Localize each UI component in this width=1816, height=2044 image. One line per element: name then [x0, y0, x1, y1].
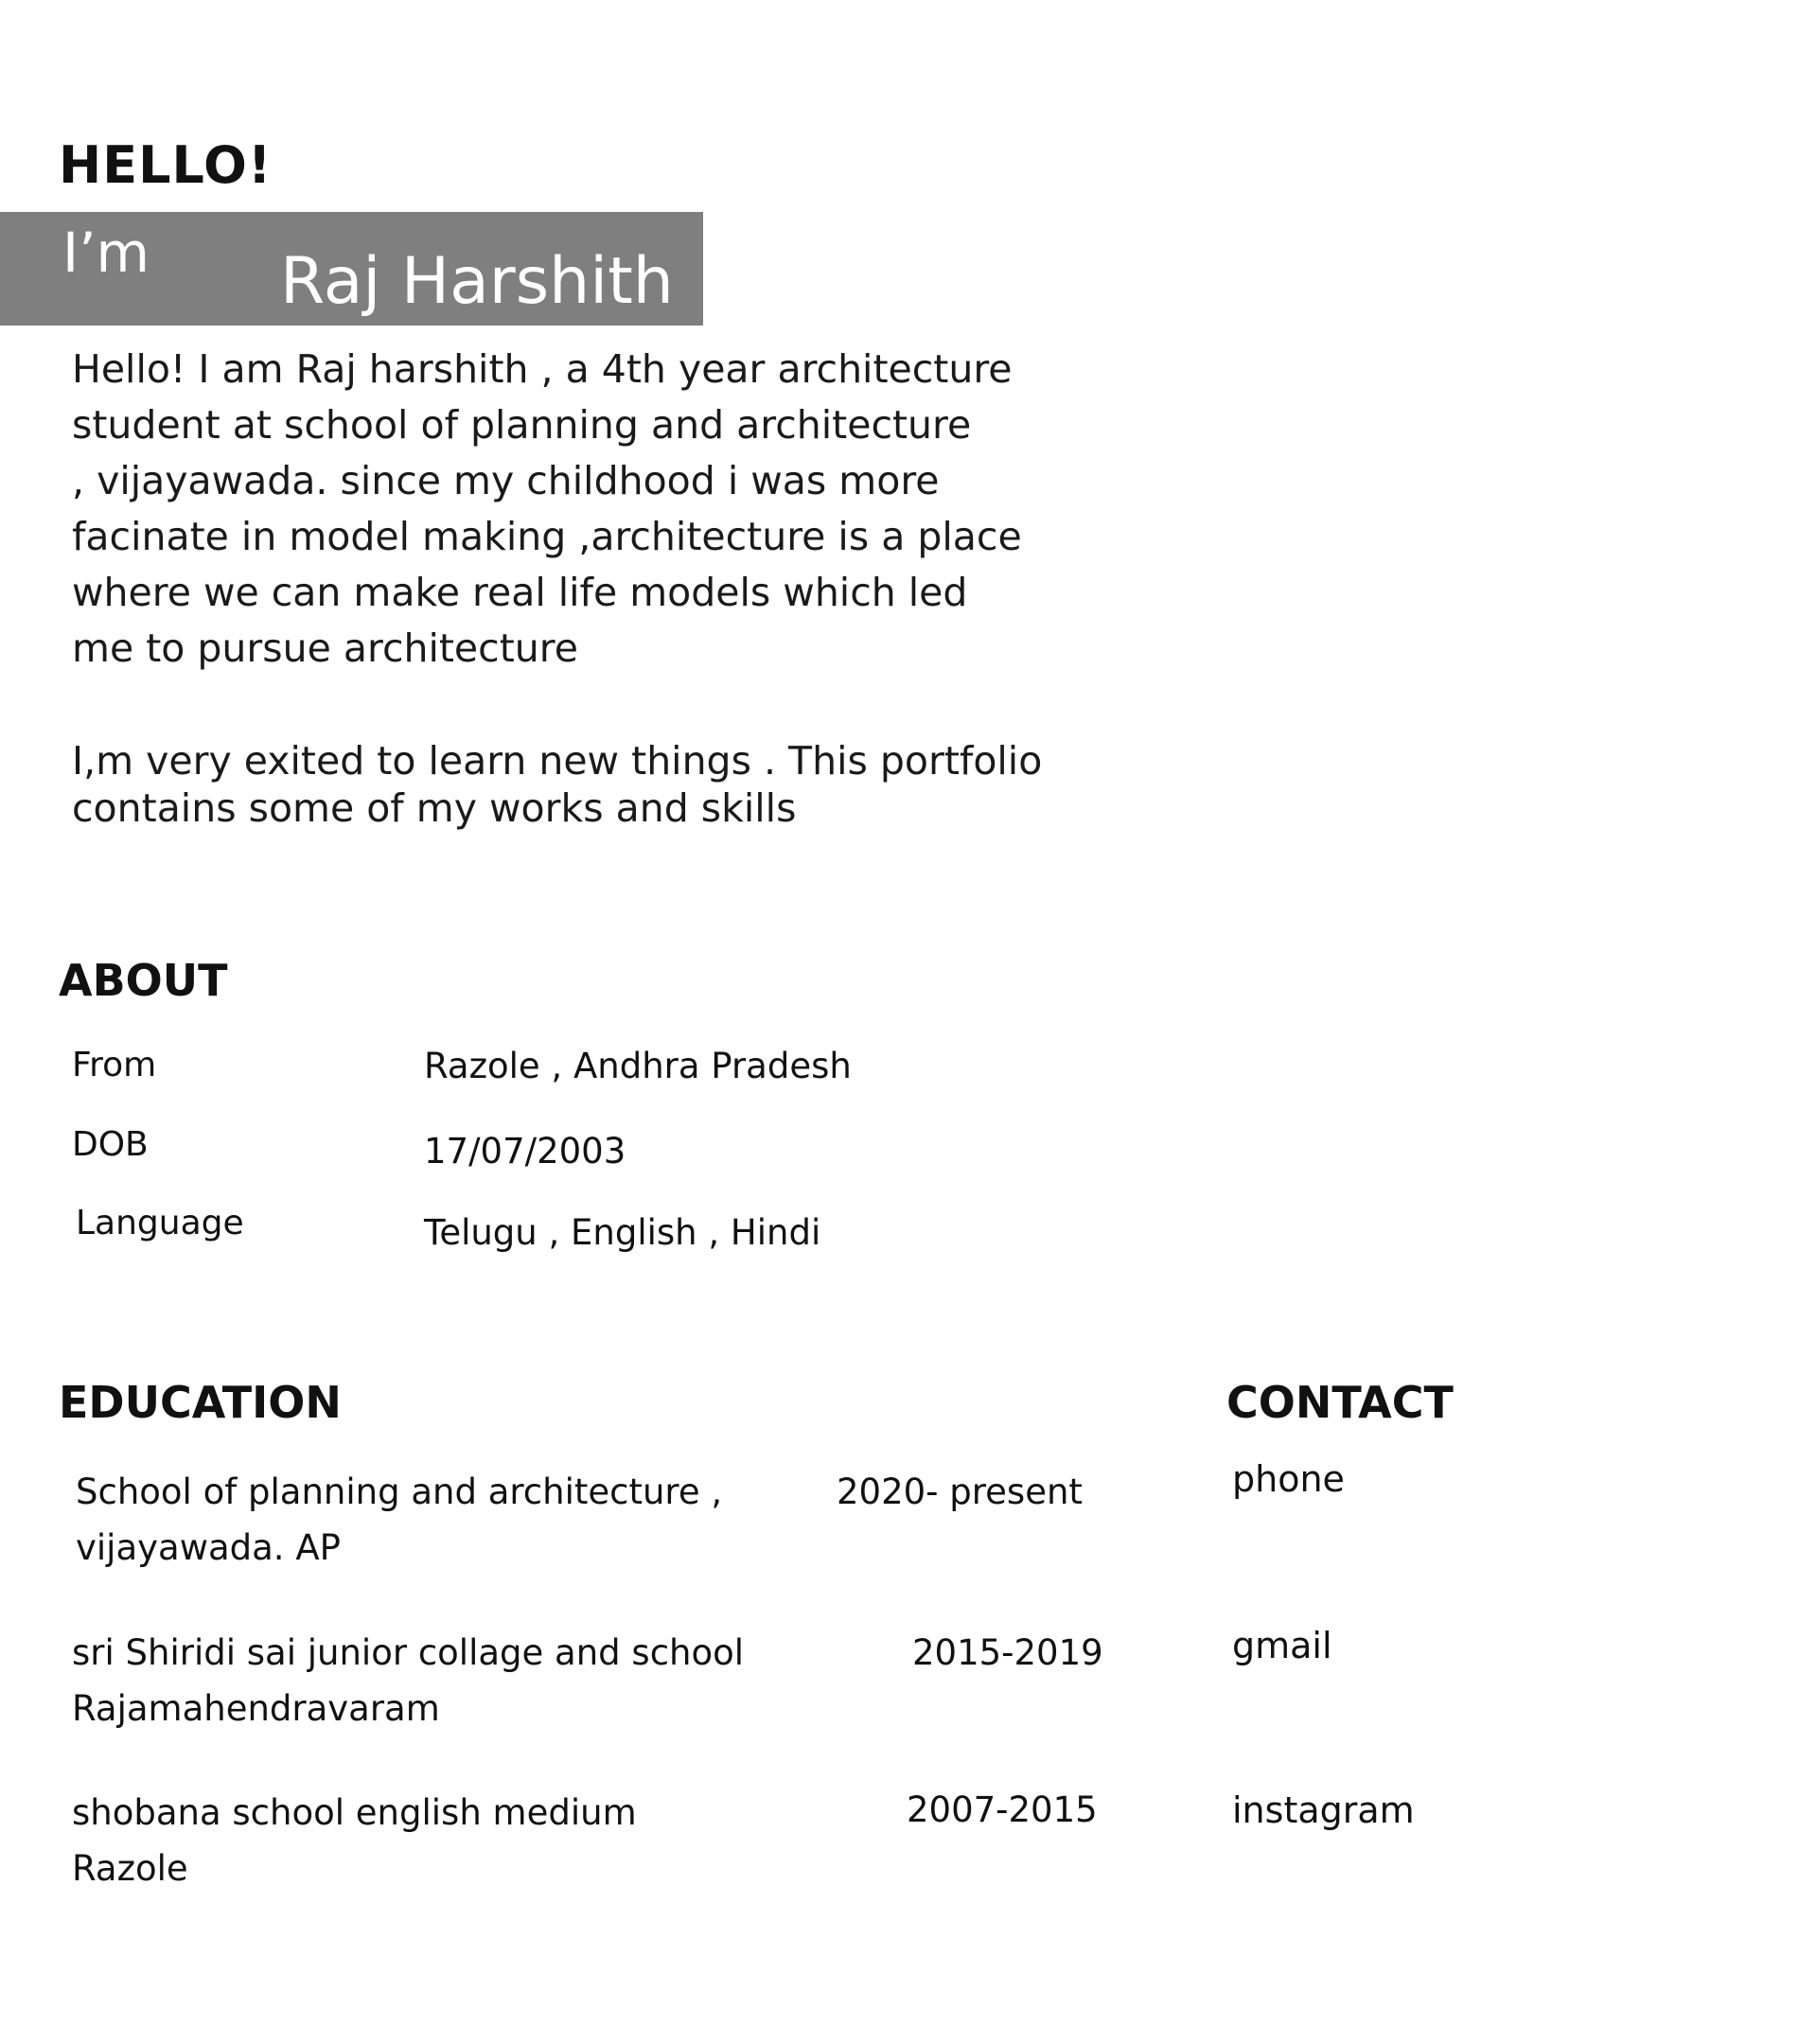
education-years: 2007-2015 — [907, 1789, 1098, 1830]
im-label: I’m — [62, 220, 150, 285]
contact-gmail: gmail — [1232, 1625, 1332, 1666]
intro-line: student at school of planning and architecture — [72, 402, 972, 448]
intro-line: where we can make real life models which led — [72, 570, 968, 615]
education-institution: School of planning and architecture , — [76, 1471, 723, 1512]
education-years: 2020- present — [837, 1471, 1083, 1512]
education-years: 2015-2019 — [912, 1632, 1103, 1673]
about-label-dob: DOB — [72, 1125, 149, 1164]
education-location: Rajamahendravaram — [72, 1688, 440, 1729]
greeting-heading: HELLO! — [59, 135, 273, 195]
education-institution: sri Shiridi sai junior collage and school — [72, 1632, 745, 1673]
education-heading: EDUCATION — [59, 1377, 342, 1428]
education-institution: shobana school english medium — [72, 1792, 637, 1833]
about-value-from: Razole , Andhra Pradesh — [424, 1046, 852, 1086]
education-location: Razole — [72, 1848, 188, 1889]
education-location: vijayawada. AP — [76, 1527, 341, 1568]
intro-line: I,m very exited to learn new things . This portfolio — [72, 738, 1043, 784]
intro-line: facinate in model making ,architecture is a place — [72, 514, 1022, 559]
intro-line: me to pursue architecture — [72, 626, 578, 671]
intro-line: , vijayawada. since my childhood i was more — [72, 458, 940, 503]
about-value-dob: 17/07/2003 — [424, 1131, 626, 1172]
intro-line: Hello! I am Raj harshith , a 4th year architecture — [72, 346, 1013, 392]
profile-name: Raj Harshith — [280, 244, 674, 319]
contact-phone: phone — [1232, 1458, 1345, 1500]
about-value-language: Telugu , English , Hindi — [424, 1212, 821, 1253]
about-label-language: Language — [76, 1204, 244, 1242]
about-label-from: From — [72, 1046, 157, 1084]
intro-line: contains some of my works and skills — [72, 785, 797, 831]
contact-instagram: instagram — [1232, 1789, 1415, 1831]
about-heading: ABOUT — [59, 955, 228, 1006]
contact-heading: CONTACT — [1226, 1377, 1454, 1428]
